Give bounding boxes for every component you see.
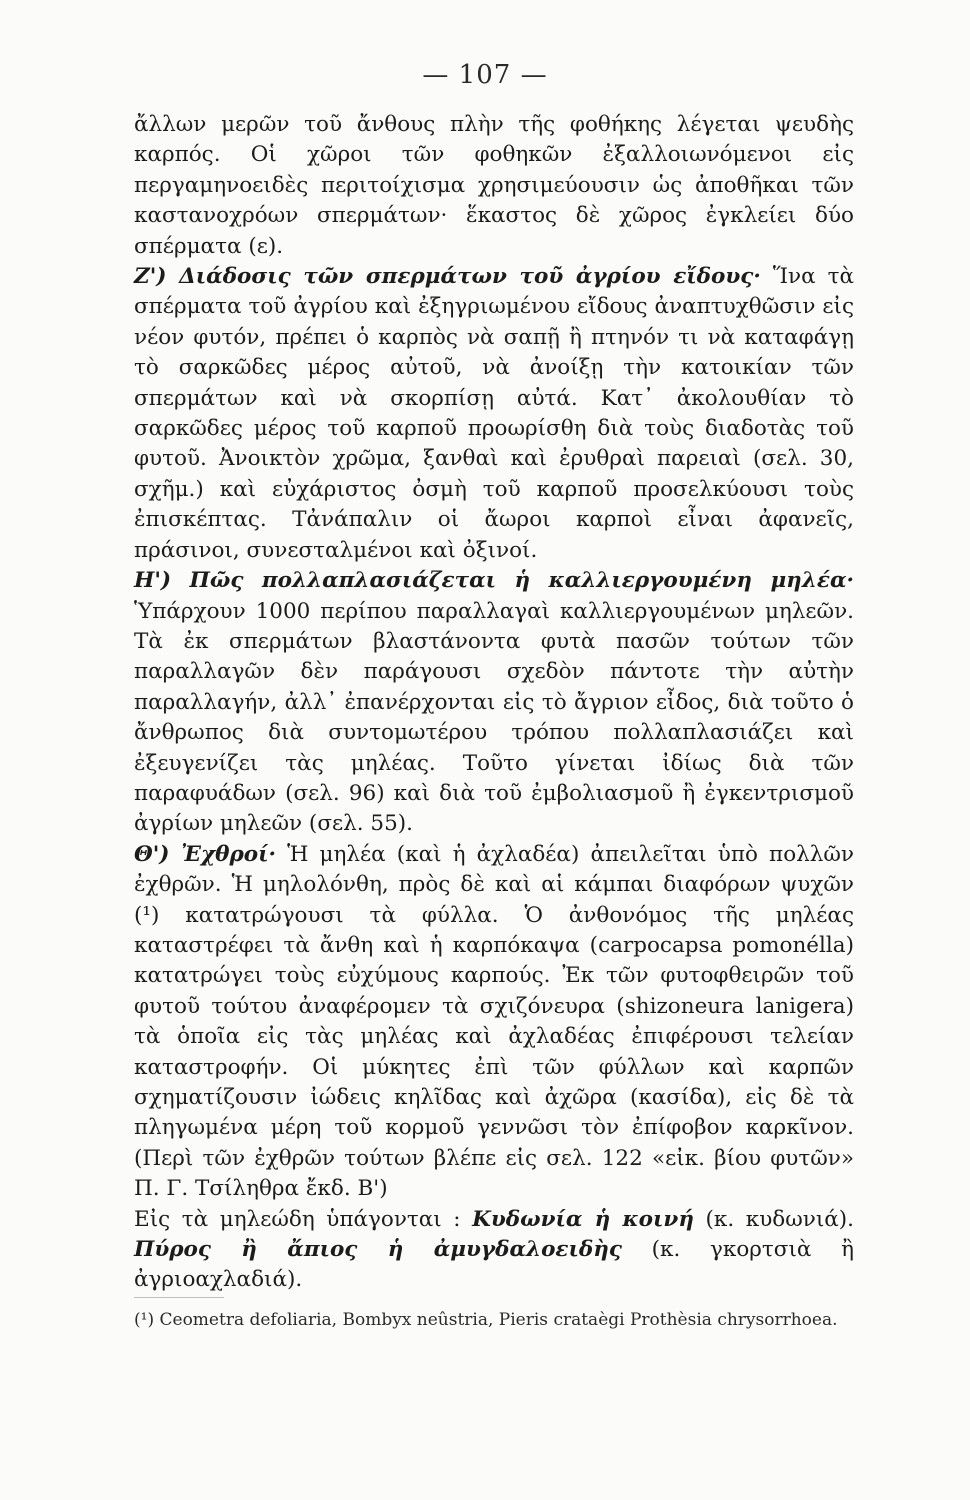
section-heading-enemies: Θ') Ἐχθροί· <box>134 841 276 867</box>
paragraph-intro-text: ἄλλων μερῶν τοῦ ἄνθους πλὴν τῆς φοθήκης λέγεται ψευδὴς καρπός. Οἱ χῶροι τῶν φοθηκῶν ἐξαλλοιωνόμενοι εἰς περγαμηνοειδὲς περιτοίχισμα χρησιμεύουσιν ὡς ἀποθῆκαι τῶν καστανοχρόων σπερμάτων· ἕκαστος δὲ χῶρος ἐγκλείει δύο σπέρματα (ε). <box>134 112 854 259</box>
footnotes <box>134 1308 854 1333</box>
paragraph-propagation-text: Ὑπάρχουν 1000 περίπου παραλλαγαὶ καλλιεργουμένων μηλεῶν. Τὰ ἐκ σπερμάτων βλαστάνοντα φυτὰ πασῶν τούτων τῶν παραλλαγῶν δὲν παράγουσι σχεδὸν πάντοτε τὴν αὐτὴν παραλλαγήν, ἀλλ᾿ ἐπανέρχονται εἰς τὸ ἄγριον εἶδος, διὰ τοῦτο ὁ ἄνθρωπος διὰ συντομωτέρου τρόπου πολλαπλασιάζει καὶ ἐξευγενίζει τὰς μηλέας. Τοῦτο γίνεται ἰδίως διὰ τῶν παραφυάδων (σελ. 96) καὶ διὰ τοῦ ἐμβολιασμοῦ ἢ ἐγκεντρισμοῦ ἀγρίων μηλεῶν (σελ. 55). <box>134 598 854 837</box>
paragraph-enemies <box>134 840 854 1205</box>
paragraph-intro <box>134 110 854 262</box>
section-heading-seed-dispersal: Ζ') Διάδοσις τῶν σπερμάτων τοῦ ἀγρίου εἴδους· <box>134 264 761 290</box>
footnote-1-text: Ceometra defoliaria, Bombyx neûstria, Pieris crataègi Prothèsia chrysorrhoea. <box>159 1310 838 1330</box>
related-species-intro: Εἰς τὰ μηλεώδη ὑπάγονται : <box>134 1206 461 1232</box>
paragraph-seed-dispersal <box>134 262 854 566</box>
paragraph-related-species <box>134 1205 854 1296</box>
footnote-1-marker: (¹) <box>134 1310 155 1330</box>
paragraph-seed-dispersal-text: Ἵνα τὰ σπέρματα τοῦ ἀγρίου καὶ ἐξηγριωμένου εἴδους ἀναπτυχθῶσιν εἰς νέον φυτόν, πρέπει ὁ καρπὸς νὰ σαπῇ ἢ πτηνόν τι νὰ καταφάγῃ τὸ σαρκῶδες μέρος αὐτοῦ, νὰ ἀνοίξῃ τὴν κατοικίαν τῶν σπερμάτων καὶ νὰ σκορπίσῃ αὐτά. Κατ᾿ ἀκολουθίαν τὸ σαρκῶδες μέρος τοῦ καρποῦ προωρίσθη διὰ τοὺς διαδοτὰς τοῦ φυτοῦ. Ἀνοικτὸν χρῶμα, ξανθαὶ καὶ ἐρυθραὶ παρειαὶ (σελ. 30, σχῆμ.) καὶ εὐχάριστος ὀσμὴ τοῦ καρποῦ προσελκύουσι τοὺς ἐπισκέπτας. Τἀνάπαλιν οἱ ἄωροι καρποὶ εἶναι ἀφανεῖς, πράσινοι, συνεσταλμένοι καὶ ὀξινοί. <box>134 264 854 563</box>
footnote-1 <box>134 1308 854 1333</box>
paragraph-propagation <box>134 566 854 840</box>
paragraph-enemies-text: Ἡ μηλέα (καὶ ἡ ἀχλαδέα) ἀπειλεῖται ὑπὸ πολλῶν ἐχθρῶν. Ἡ μηλολόνθη, πρὸς δὲ καὶ αἱ κάμπαι διαφόρων ψυχῶν (¹) κατατρώγουσι τὰ φύλλα. Ὁ ἀνθονόμος τῆς μηλέας καταστρέφει τὰ ἄνθη καὶ ἡ καρπόκαψα (carpocapsa pomonélla) κατατρώγει τοὺς εὐχύμους καρπούς. Ἐκ τῶν φυτοφθειρῶν τοῦ φυτοῦ τούτου ἀναφέρομεν τὰ σχιζόνευρα (shizoneura lanigera) τὰ ὁποῖα εἰς τὰς μηλέας καὶ ἀχλαδέας ἐπιφέρουσι τελείαν καταστροφήν. Οἱ μύκητες ἐπὶ τῶν φύλλων καὶ καρπῶν σχηματίζουσιν ἰώδεις κηλῖδας καὶ ἀχῶρα (κασίδα), εἰς δὲ τὰ πληγωμένα μέρη τοῦ κορμοῦ γεννῶσι τὸν ἐπίφοβον καρκῖνον. (Περὶ τῶν ἐχθρῶν τούτων βλέπε εἰς σελ. 122 «εἰκ. βίου φυτῶν» Π. Γ. Τσίληθρα ἔκδ. Β') <box>134 841 854 1202</box>
species-name-quince: Κυδωνία ἡ κοινή <box>472 1206 694 1232</box>
section-heading-propagation: Η') Πῶς πολλαπλασιάζεται ἡ καλλιεργουμένη μηλέα· <box>134 568 854 594</box>
species-name-pear: Πύρος ἢ ἄπιος ἡ ἀμυγδαλοειδὴς <box>134 1237 622 1263</box>
body-text <box>134 110 854 1296</box>
species-common-quince: (κ. κυδωνιά). <box>705 1206 855 1232</box>
species-common-pear: (κ. γκορτσιὰ ἢ ἀγριοαχλαδιά). <box>134 1237 854 1293</box>
page-number: — 107 — <box>422 60 548 90</box>
footnote-divider <box>134 1297 224 1298</box>
